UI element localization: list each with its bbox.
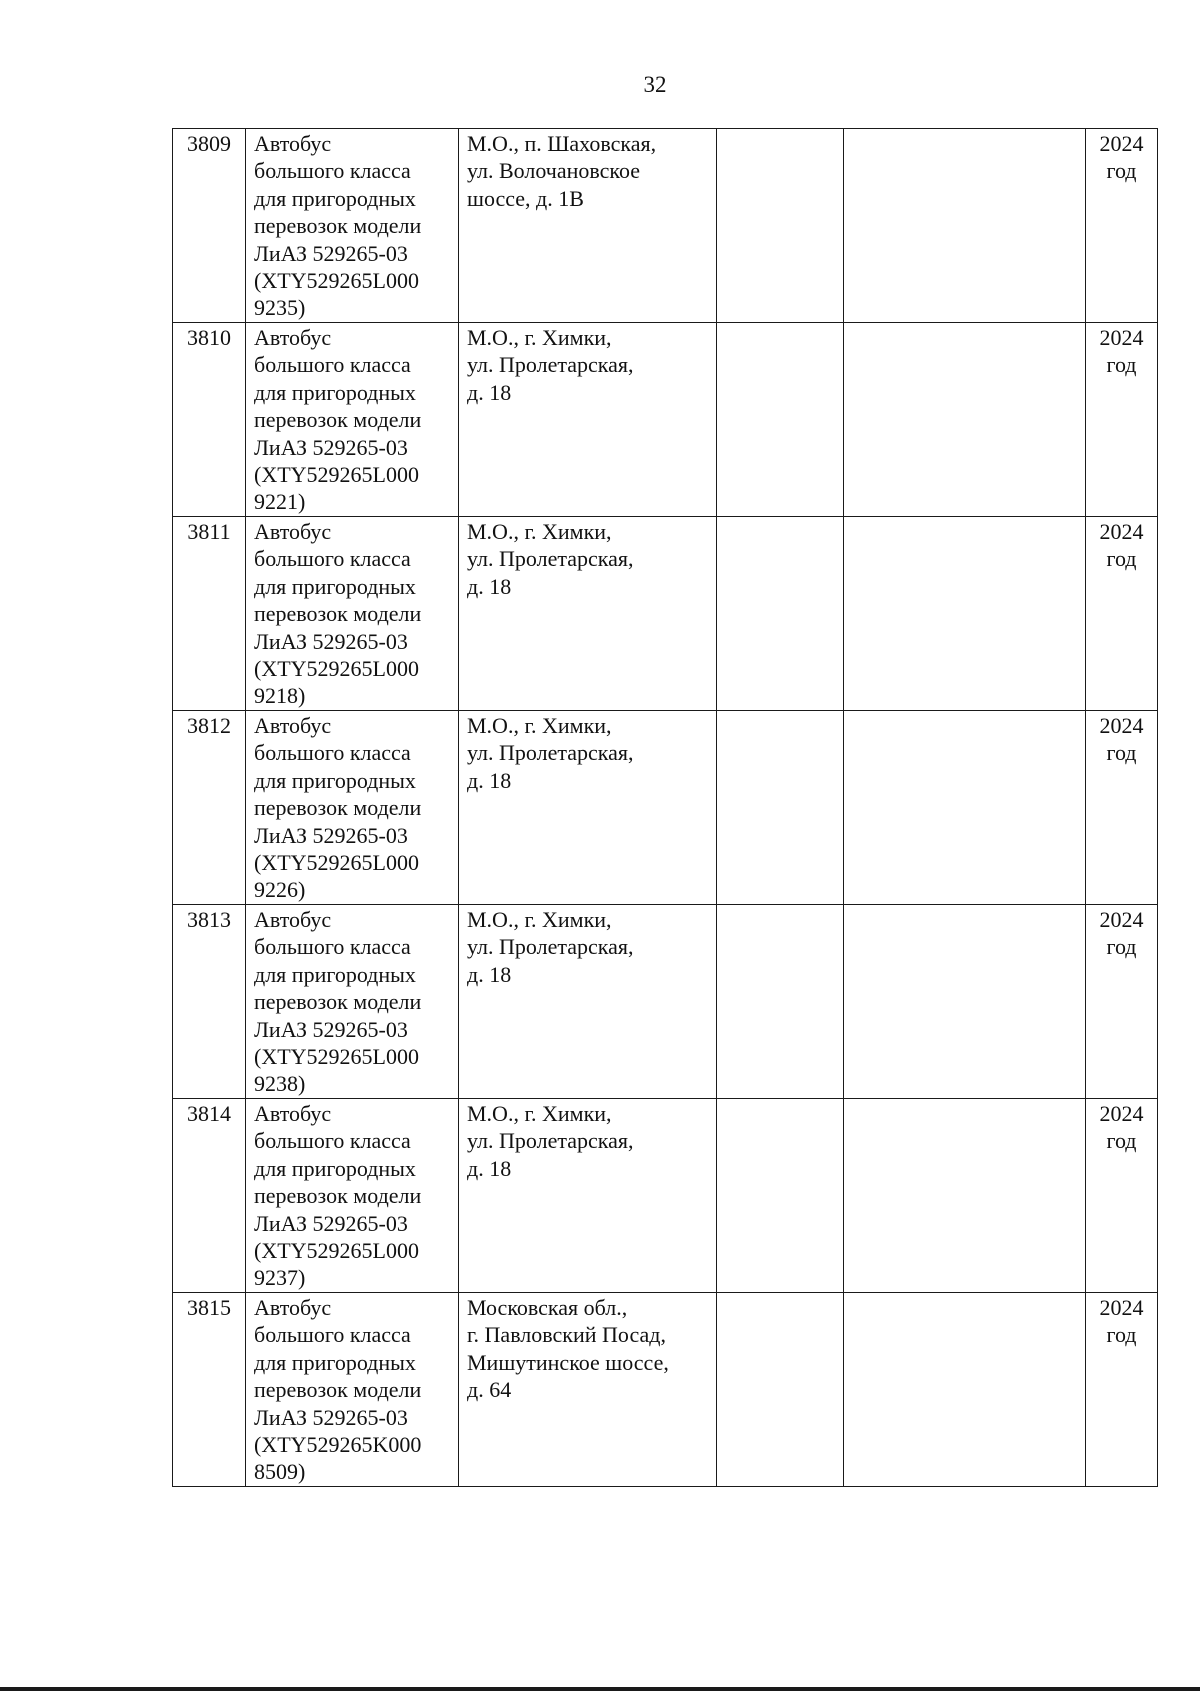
cell-vehicle-description-line: большого класса	[254, 352, 411, 378]
cell-column-4	[717, 323, 844, 517]
cell-column-4	[717, 517, 844, 711]
cell-year-line: год	[1106, 1128, 1137, 1154]
scan-bottom-edge	[0, 1687, 1200, 1691]
cell-vehicle-description-line: 9221)	[254, 489, 306, 515]
cell-vehicle-description-line: для пригородных	[254, 1155, 416, 1181]
cell-vehicle-description-line: ЛиАЗ 529265-03	[254, 434, 408, 460]
cell-year	[1086, 129, 1158, 323]
cell-column-4	[717, 1099, 844, 1293]
cell-column-5	[844, 323, 1086, 517]
cell-address	[459, 323, 717, 517]
cell-column-4	[717, 129, 844, 323]
cell-vehicle-description	[246, 323, 459, 517]
cell-vehicle-description	[246, 1099, 459, 1293]
cell-vehicle-description-line: 9237)	[254, 1265, 306, 1291]
cell-address-line: ул. Пролетарская,	[467, 1128, 634, 1154]
cell-column-5	[844, 711, 1086, 905]
table-row	[173, 1099, 1158, 1293]
cell-address-line: М.О., г. Химки,	[467, 907, 612, 932]
cell-address-line: д. 18	[467, 767, 512, 793]
cell-vehicle-description-line: ЛиАЗ 529265-03	[254, 1210, 408, 1236]
cell-vehicle-description-line: (XTY529265L000	[254, 462, 419, 488]
cell-address-line: М.О., п. Шаховская,	[467, 131, 657, 156]
cell-vehicle-description-line: большого класса	[254, 1128, 411, 1154]
cell-vehicle-description-line: (XTY529265L000	[254, 1044, 419, 1070]
cell-address-line: д. 18	[467, 379, 512, 405]
cell-vehicle-description-line: Автобус	[254, 131, 332, 156]
cell-address	[459, 711, 717, 905]
cell-column-4	[717, 1293, 844, 1487]
cell-vehicle-description-line: перевозок модели	[254, 407, 422, 433]
cell-vehicle-description-line: для пригородных	[254, 379, 416, 405]
cell-year	[1086, 1099, 1158, 1293]
cell-year	[1086, 905, 1158, 1099]
cell-address	[459, 905, 717, 1099]
cell-record-number: 3809	[173, 129, 246, 323]
table-row	[173, 905, 1158, 1099]
cell-vehicle-description-line: перевозок модели	[254, 795, 422, 821]
cell-vehicle-description-line: для пригородных	[254, 1349, 416, 1375]
cell-year-line: 2024	[1099, 519, 1144, 544]
cell-vehicle-description-line: для пригородных	[254, 767, 416, 793]
cell-vehicle-description-line: для пригородных	[254, 573, 416, 599]
cell-vehicle-description-line: перевозок модели	[254, 989, 422, 1015]
cell-vehicle-description-line: перевозок модели	[254, 213, 422, 239]
cell-vehicle-description-line: (XTY529265L000	[254, 268, 419, 294]
cell-address-line: М.О., г. Химки,	[467, 519, 612, 544]
cell-address-line: М.О., г. Химки,	[467, 1101, 612, 1126]
cell-year	[1086, 323, 1158, 517]
cell-column-5	[844, 129, 1086, 323]
cell-year-line: год	[1106, 352, 1137, 378]
cell-record-number: 3813	[173, 905, 246, 1099]
cell-year	[1086, 711, 1158, 905]
cell-vehicle-description-line: (XTY529265K000	[254, 1432, 422, 1458]
cell-vehicle-description-line: ЛиАЗ 529265-03	[254, 822, 408, 848]
table-row	[173, 1293, 1158, 1487]
cell-year	[1086, 1293, 1158, 1487]
cell-column-5	[844, 1099, 1086, 1293]
cell-address-line: шоссе, д. 1В	[467, 185, 584, 211]
cell-column-5	[844, 905, 1086, 1099]
cell-vehicle-description	[246, 129, 459, 323]
page-number: 32	[643, 72, 667, 97]
cell-address-line: д. 64	[467, 1377, 512, 1403]
cell-address-line: ул. Пролетарская,	[467, 352, 634, 378]
cell-vehicle-description-line: Автобус	[254, 907, 332, 932]
cell-vehicle-description-line: Автобус	[254, 519, 332, 544]
cell-address	[459, 1293, 717, 1487]
cell-address-line: д. 18	[467, 1155, 512, 1181]
cell-vehicle-description-line: ЛиАЗ 529265-03	[254, 1016, 408, 1042]
cell-year-line: год	[1106, 1322, 1137, 1348]
cell-column-4	[717, 905, 844, 1099]
cell-column-4	[717, 711, 844, 905]
cell-year-line: 2024	[1099, 131, 1144, 156]
cell-address-line: д. 18	[467, 573, 512, 599]
cell-vehicle-description-line: для пригородных	[254, 185, 416, 211]
cell-vehicle-description-line: ЛиАЗ 529265-03	[254, 628, 408, 654]
table-row	[173, 711, 1158, 905]
cell-vehicle-description-line: (XTY529265L000	[254, 850, 419, 876]
cell-vehicle-description-line: 9226)	[254, 877, 306, 903]
cell-vehicle-description-line: большого класса	[254, 1322, 411, 1348]
cell-address-line: г. Павловский Посад,	[467, 1322, 666, 1348]
table-row	[173, 323, 1158, 517]
cell-address-line: ул. Волочановское	[467, 158, 641, 184]
cell-address-line: д. 18	[467, 961, 512, 987]
cell-address-line: М.О., г. Химки,	[467, 325, 612, 350]
cell-record-number: 3811	[173, 517, 246, 711]
cell-vehicle-description-line: 9218)	[254, 683, 306, 709]
cell-vehicle-description-line: большого класса	[254, 546, 411, 572]
cell-year-line: год	[1106, 934, 1137, 960]
cell-year-line: 2024	[1099, 1101, 1144, 1126]
cell-record-number: 3812	[173, 711, 246, 905]
cell-vehicle-description-line: ЛиАЗ 529265-03	[254, 240, 408, 266]
cell-vehicle-description-line: (XTY529265L000	[254, 1238, 419, 1264]
cell-year	[1086, 517, 1158, 711]
cell-vehicle-description-line: для пригородных	[254, 961, 416, 987]
cell-year-line: год	[1106, 546, 1137, 572]
cell-address-line: ул. Пролетарская,	[467, 740, 634, 766]
cell-vehicle-description	[246, 905, 459, 1099]
cell-column-5	[844, 1293, 1086, 1487]
cell-vehicle-description-line: (XTY529265L000	[254, 656, 419, 682]
cell-address	[459, 517, 717, 711]
cell-vehicle-description-line: Автобус	[254, 1101, 332, 1126]
registry-table-body	[173, 129, 1158, 1487]
cell-vehicle-description-line: 9235)	[254, 295, 306, 321]
cell-vehicle-description	[246, 517, 459, 711]
cell-address-line: М.О., г. Химки,	[467, 713, 612, 738]
cell-year-line: 2024	[1099, 325, 1144, 350]
cell-year-line: год	[1106, 158, 1137, 184]
vehicle-registry-table	[172, 128, 1158, 1487]
cell-address-line: Мишутинское шоссе,	[467, 1349, 669, 1375]
table-row	[173, 129, 1158, 323]
cell-address	[459, 129, 717, 323]
cell-record-number: 3815	[173, 1293, 246, 1487]
cell-address	[459, 1099, 717, 1293]
cell-vehicle-description-line: Автобус	[254, 325, 332, 350]
cell-record-number: 3814	[173, 1099, 246, 1293]
cell-vehicle-description-line: Автобус	[254, 1295, 332, 1320]
cell-year-line: год	[1106, 740, 1137, 766]
cell-address-line: ул. Пролетарская,	[467, 934, 634, 960]
cell-vehicle-description-line: 8509)	[254, 1459, 306, 1485]
cell-year-line: 2024	[1099, 713, 1144, 738]
table-row	[173, 517, 1158, 711]
cell-vehicle-description	[246, 1293, 459, 1487]
cell-vehicle-description-line: Автобус	[254, 713, 332, 738]
cell-vehicle-description-line: большого класса	[254, 934, 411, 960]
cell-vehicle-description-line: большого класса	[254, 740, 411, 766]
cell-vehicle-description-line: ЛиАЗ 529265-03	[254, 1404, 408, 1430]
cell-vehicle-description-line: перевозок модели	[254, 601, 422, 627]
cell-vehicle-description-line: перевозок модели	[254, 1377, 422, 1403]
cell-vehicle-description-line: перевозок модели	[254, 1183, 422, 1209]
cell-vehicle-description	[246, 711, 459, 905]
cell-year-line: 2024	[1099, 1295, 1144, 1320]
cell-record-number: 3810	[173, 323, 246, 517]
cell-column-5	[844, 517, 1086, 711]
cell-vehicle-description-line: большого класса	[254, 158, 411, 184]
cell-address-line: Московская обл.,	[467, 1295, 628, 1320]
cell-year-line: 2024	[1099, 907, 1144, 932]
cell-vehicle-description-line: 9238)	[254, 1071, 306, 1097]
cell-address-line: ул. Пролетарская,	[467, 546, 634, 572]
